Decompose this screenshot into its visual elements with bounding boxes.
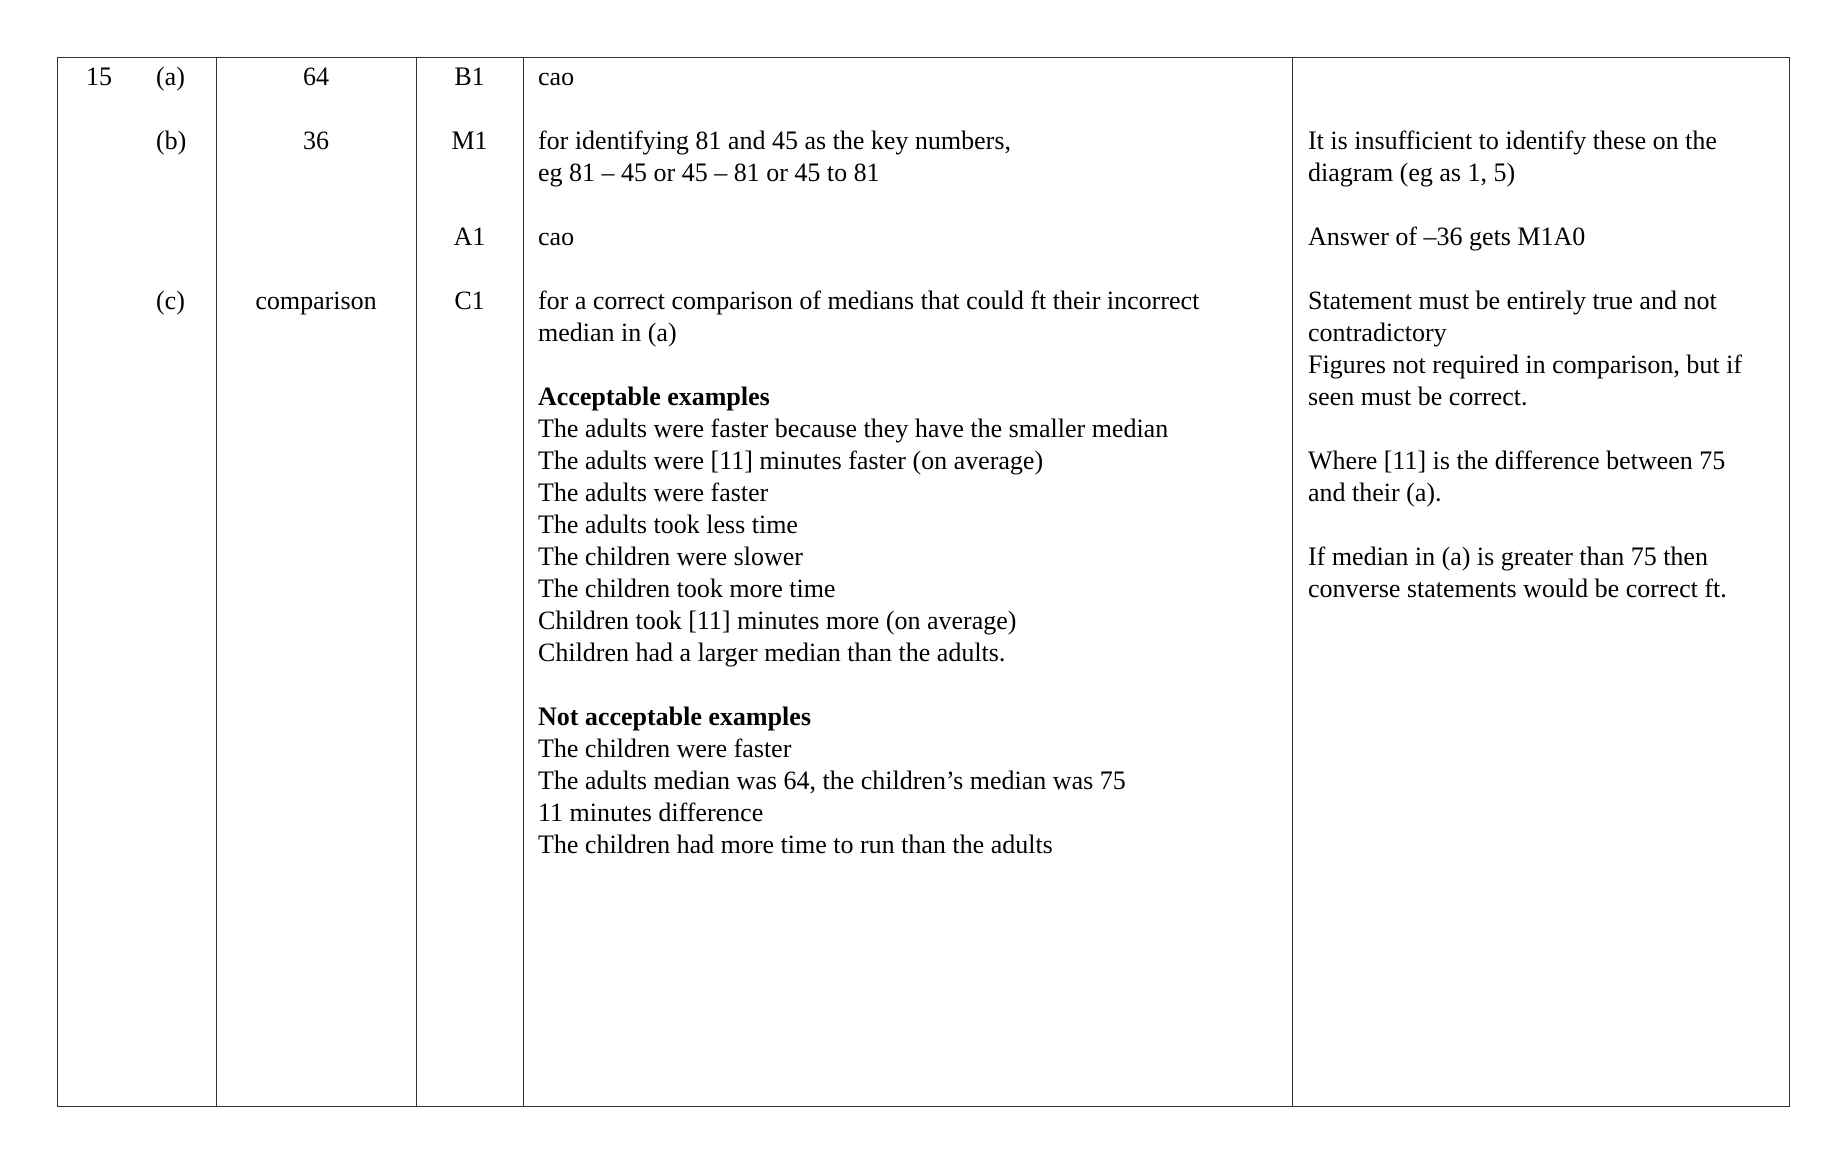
guidance-line: If median in (a) is greater than 75 then [1308, 542, 1708, 571]
column-divider [523, 58, 524, 1106]
mark-code-c1: C1 [454, 286, 485, 315]
note-m1-line: eg 81 – 45 or 45 – 81 or 45 to 81 [538, 158, 880, 187]
column-divider [416, 58, 417, 1106]
guidance-line: Figures not required in comparison, but if [1308, 350, 1742, 379]
guidance-line: converse statements would be correct ft. [1308, 574, 1727, 603]
guidance-line: contradictory [1308, 318, 1447, 347]
not-acceptable-example: The adults median was 64, the children’s median was 75 [538, 766, 1126, 795]
acceptable-example: The adults were [11] minutes faster (on average) [538, 446, 1044, 475]
guidance-line: Answer of –36 gets M1A0 [1308, 222, 1586, 251]
not-acceptable-example: The children were faster [538, 734, 792, 763]
guidance-line: diagram (eg as 1, 5) [1308, 158, 1516, 187]
acceptable-example: Children took [11] minutes more (on average) [538, 606, 1017, 635]
mark-code-a1: A1 [453, 222, 486, 251]
part-label-a: (a) [156, 62, 185, 91]
mark-code-b1: B1 [454, 62, 485, 91]
guidance-line: Where [11] is the difference between 75 [1308, 446, 1726, 475]
note-b1: cao [538, 62, 575, 91]
not-acceptable-example: 11 minutes difference [538, 798, 764, 827]
column-divider [1292, 58, 1293, 1106]
acceptable-example: The children took more time [538, 574, 836, 603]
answer-a: 64 [303, 62, 329, 91]
guidance-line: It is insufficient to identify these on the [1308, 126, 1717, 155]
note-c1-line: median in (a) [538, 318, 677, 347]
answer-b: 36 [303, 126, 329, 155]
acceptable-examples-heading: Acceptable examples [538, 382, 770, 411]
not-acceptable-examples-heading: Not acceptable examples [538, 702, 811, 731]
guidance-line: seen must be correct. [1308, 382, 1528, 411]
answer-c: comparison [255, 286, 377, 315]
acceptable-example: The adults took less time [538, 510, 798, 539]
question-number: 15 [86, 62, 112, 91]
guidance-line: and their (a). [1308, 478, 1442, 507]
mark-scheme-table [57, 57, 1790, 1107]
mark-code-m1: M1 [451, 126, 488, 155]
acceptable-example: The children were slower [538, 542, 803, 571]
part-label-b: (b) [156, 126, 187, 155]
not-acceptable-example: The children had more time to run than the adults [538, 830, 1053, 859]
note-a1: cao [538, 222, 575, 251]
note-m1-line: for identifying 81 and 45 as the key numbers, [538, 126, 1011, 155]
acceptable-example: The adults were faster because they have the smaller median [538, 414, 1169, 443]
guidance-line: Statement must be entirely true and not [1308, 286, 1717, 315]
note-c1-line: for a correct comparison of medians that could ft their incorrect [538, 286, 1200, 315]
part-label-c: (c) [156, 286, 185, 315]
column-divider [216, 58, 217, 1106]
acceptable-example: Children had a larger median than the adults. [538, 638, 1006, 667]
acceptable-example: The adults were faster [538, 478, 769, 507]
